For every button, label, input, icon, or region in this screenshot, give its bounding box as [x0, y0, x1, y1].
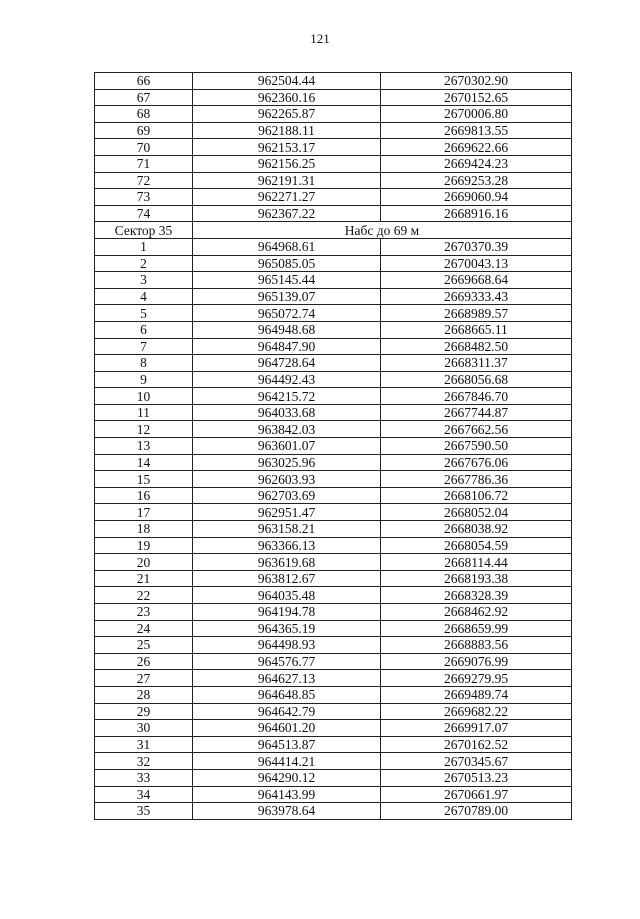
y-coordinate: 2669333.43	[381, 288, 572, 305]
point-number: 71	[95, 155, 193, 172]
point-number: 66	[95, 73, 193, 90]
point-number: 12	[95, 421, 193, 438]
point-number: 27	[95, 670, 193, 687]
x-coordinate: 964642.79	[193, 703, 381, 720]
table-row	[95, 73, 572, 90]
y-coordinate: 2668328.39	[381, 587, 572, 604]
point-number: 67	[95, 89, 193, 106]
y-coordinate: 2670006.80	[381, 106, 572, 123]
x-coordinate: 962360.16	[193, 89, 381, 106]
y-coordinate: 2669489.74	[381, 686, 572, 703]
point-number: 25	[95, 637, 193, 654]
x-coordinate: 965145.44	[193, 272, 381, 289]
y-coordinate: 2667676.06	[381, 454, 572, 471]
y-coordinate: 2667590.50	[381, 438, 572, 455]
y-coordinate: 2669253.28	[381, 172, 572, 189]
table-row	[95, 321, 572, 338]
point-number: 29	[95, 703, 193, 720]
table-row	[95, 471, 572, 488]
point-number: 11	[95, 404, 193, 421]
sector-label: Сектор 35	[95, 222, 193, 239]
x-coordinate: 964498.93	[193, 637, 381, 654]
x-coordinate: 964847.90	[193, 338, 381, 355]
y-coordinate: 2670370.39	[381, 238, 572, 255]
page-number: 121	[310, 31, 330, 46]
point-number: 21	[95, 570, 193, 587]
table-row	[95, 288, 572, 305]
x-coordinate: 964194.78	[193, 604, 381, 621]
table-row	[95, 521, 572, 538]
y-coordinate: 2668462.92	[381, 604, 572, 621]
y-coordinate: 2669668.64	[381, 272, 572, 289]
point-number: 10	[95, 388, 193, 405]
point-number: 7	[95, 338, 193, 355]
table-row	[95, 172, 572, 189]
coordinates-table	[94, 72, 572, 820]
x-coordinate: 962191.31	[193, 172, 381, 189]
point-number: 26	[95, 653, 193, 670]
y-coordinate: 2668311.37	[381, 355, 572, 372]
y-coordinate: 2668038.92	[381, 521, 572, 538]
x-coordinate: 964365.19	[193, 620, 381, 637]
table-row	[95, 371, 572, 388]
y-coordinate: 2669622.66	[381, 139, 572, 156]
point-number: 28	[95, 686, 193, 703]
table-row	[95, 338, 572, 355]
x-coordinate: 964492.43	[193, 371, 381, 388]
y-coordinate: 2667744.87	[381, 404, 572, 421]
table-row	[95, 803, 572, 820]
x-coordinate: 963158.21	[193, 521, 381, 538]
y-coordinate: 2667662.56	[381, 421, 572, 438]
table-row	[95, 305, 572, 322]
y-coordinate: 2668114.44	[381, 554, 572, 571]
x-coordinate: 964948.68	[193, 321, 381, 338]
y-coordinate: 2670302.90	[381, 73, 572, 90]
point-number: 9	[95, 371, 193, 388]
y-coordinate: 2669424.23	[381, 155, 572, 172]
x-coordinate: 962188.11	[193, 122, 381, 139]
point-number: 69	[95, 122, 193, 139]
x-coordinate: 962271.27	[193, 189, 381, 206]
table-row	[95, 89, 572, 106]
table-row	[95, 554, 572, 571]
y-coordinate: 2670162.52	[381, 736, 572, 753]
table-row	[95, 238, 572, 255]
point-number: 32	[95, 753, 193, 770]
point-number: 19	[95, 537, 193, 554]
point-number: 33	[95, 769, 193, 786]
point-number: 14	[95, 454, 193, 471]
y-coordinate: 2668916.16	[381, 205, 572, 222]
point-number: 70	[95, 139, 193, 156]
x-coordinate: 962504.44	[193, 73, 381, 90]
y-coordinate: 2668106.72	[381, 487, 572, 504]
y-coordinate: 2668054.59	[381, 537, 572, 554]
x-coordinate: 963812.67	[193, 570, 381, 587]
y-coordinate: 2670661.97	[381, 786, 572, 803]
table-row	[95, 487, 572, 504]
point-number: 23	[95, 604, 193, 621]
table-row	[95, 703, 572, 720]
x-coordinate: 962156.25	[193, 155, 381, 172]
point-number: 31	[95, 736, 193, 753]
point-number: 13	[95, 438, 193, 455]
y-coordinate: 2668052.04	[381, 504, 572, 521]
x-coordinate: 964627.13	[193, 670, 381, 687]
table-row	[95, 438, 572, 455]
x-coordinate: 964728.64	[193, 355, 381, 372]
table-row	[95, 570, 572, 587]
point-number: 6	[95, 321, 193, 338]
x-coordinate: 962153.17	[193, 139, 381, 156]
point-number: 72	[95, 172, 193, 189]
point-number: 16	[95, 487, 193, 504]
table-row	[95, 421, 572, 438]
table-row	[95, 720, 572, 737]
table-row	[95, 189, 572, 206]
y-coordinate: 2668193.38	[381, 570, 572, 587]
table-row	[95, 537, 572, 554]
table-row	[95, 255, 572, 272]
y-coordinate: 2669279.95	[381, 670, 572, 687]
table-row	[95, 106, 572, 123]
table-row	[95, 769, 572, 786]
x-coordinate: 964033.68	[193, 404, 381, 421]
point-number: 22	[95, 587, 193, 604]
table-row	[95, 139, 572, 156]
point-number: 4	[95, 288, 193, 305]
y-coordinate: 2670513.23	[381, 769, 572, 786]
x-coordinate: 963025.96	[193, 454, 381, 471]
y-coordinate: 2669682.22	[381, 703, 572, 720]
x-coordinate: 964035.48	[193, 587, 381, 604]
x-coordinate: 962603.93	[193, 471, 381, 488]
table-row	[95, 155, 572, 172]
point-number: 35	[95, 803, 193, 820]
y-coordinate: 2667786.36	[381, 471, 572, 488]
table-row	[95, 686, 572, 703]
table-row	[95, 620, 572, 637]
coordinates-table-body	[95, 73, 572, 820]
y-coordinate: 2669917.07	[381, 720, 572, 737]
point-number: 30	[95, 720, 193, 737]
x-coordinate: 964414.21	[193, 753, 381, 770]
sector-note: Набс до 69 м	[193, 222, 572, 239]
table-row	[95, 670, 572, 687]
x-coordinate: 962951.47	[193, 504, 381, 521]
y-coordinate: 2668883.56	[381, 637, 572, 654]
point-number: 24	[95, 620, 193, 637]
point-number: 68	[95, 106, 193, 123]
y-coordinate: 2669060.94	[381, 189, 572, 206]
x-coordinate: 963619.68	[193, 554, 381, 571]
table-row	[95, 355, 572, 372]
point-number: 74	[95, 205, 193, 222]
table-row	[95, 637, 572, 654]
x-coordinate: 963366.13	[193, 537, 381, 554]
y-coordinate: 2669076.99	[381, 653, 572, 670]
point-number: 5	[95, 305, 193, 322]
table-row	[95, 272, 572, 289]
table-row	[95, 587, 572, 604]
point-number: 8	[95, 355, 193, 372]
x-coordinate: 962367.22	[193, 205, 381, 222]
table-row	[95, 786, 572, 803]
point-number: 18	[95, 521, 193, 538]
x-coordinate: 964513.87	[193, 736, 381, 753]
y-coordinate: 2670789.00	[381, 803, 572, 820]
table-row	[95, 404, 572, 421]
table-row	[95, 122, 572, 139]
x-coordinate: 965072.74	[193, 305, 381, 322]
table-row	[95, 454, 572, 471]
y-coordinate: 2667846.70	[381, 388, 572, 405]
y-coordinate: 2668056.68	[381, 371, 572, 388]
point-number: 20	[95, 554, 193, 571]
y-coordinate: 2670345.67	[381, 753, 572, 770]
y-coordinate: 2668665.11	[381, 321, 572, 338]
x-coordinate: 963842.03	[193, 421, 381, 438]
y-coordinate: 2669813.55	[381, 122, 572, 139]
point-number: 2	[95, 255, 193, 272]
table-row	[95, 653, 572, 670]
x-coordinate: 964968.61	[193, 238, 381, 255]
x-coordinate: 964648.85	[193, 686, 381, 703]
point-number: 1	[95, 238, 193, 255]
point-number: 17	[95, 504, 193, 521]
table-row	[95, 736, 572, 753]
x-coordinate: 964290.12	[193, 769, 381, 786]
table-row	[95, 753, 572, 770]
x-coordinate: 964601.20	[193, 720, 381, 737]
x-coordinate: 964215.72	[193, 388, 381, 405]
y-coordinate: 2668482.50	[381, 338, 572, 355]
x-coordinate: 964143.99	[193, 786, 381, 803]
y-coordinate: 2668989.57	[381, 305, 572, 322]
y-coordinate: 2670152.65	[381, 89, 572, 106]
table-row	[95, 504, 572, 521]
point-number: 34	[95, 786, 193, 803]
table-row	[95, 205, 572, 222]
x-coordinate: 965085.05	[193, 255, 381, 272]
x-coordinate: 962703.69	[193, 487, 381, 504]
table-row	[95, 388, 572, 405]
x-coordinate: 965139.07	[193, 288, 381, 305]
x-coordinate: 962265.87	[193, 106, 381, 123]
x-coordinate: 964576.77	[193, 653, 381, 670]
x-coordinate: 963601.07	[193, 438, 381, 455]
point-number: 3	[95, 272, 193, 289]
y-coordinate: 2668659.99	[381, 620, 572, 637]
y-coordinate: 2670043.13	[381, 255, 572, 272]
x-coordinate: 963978.64	[193, 803, 381, 820]
point-number: 73	[95, 189, 193, 206]
point-number: 15	[95, 471, 193, 488]
sector-header-row	[95, 222, 572, 239]
table-row	[95, 604, 572, 621]
